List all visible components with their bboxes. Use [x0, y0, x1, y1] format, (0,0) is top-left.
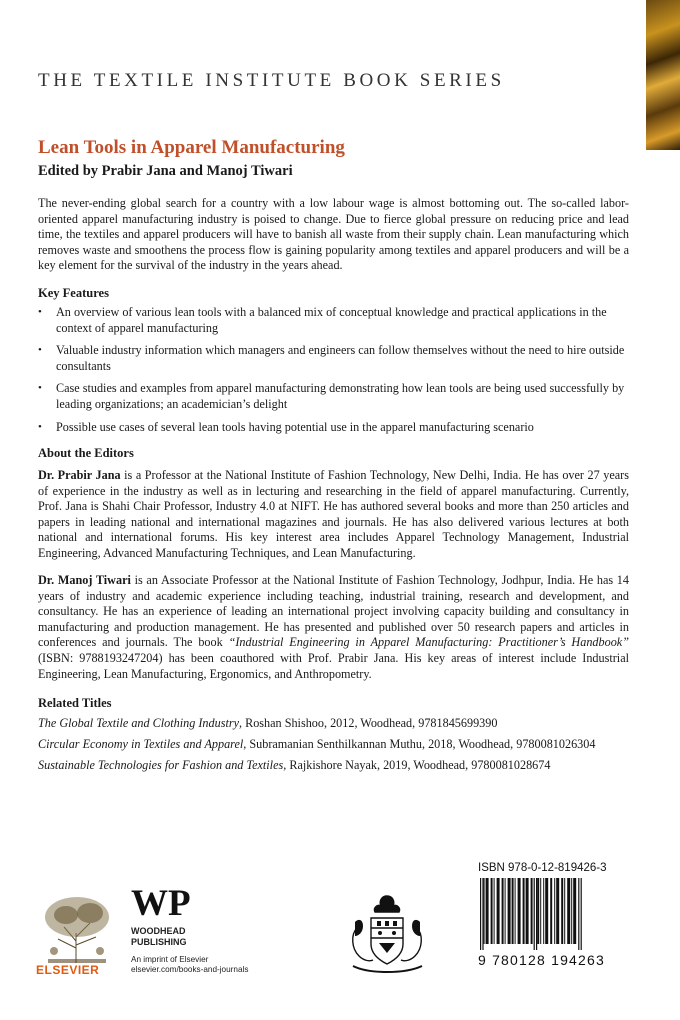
related-titles-list [38, 716, 638, 779]
book-series-header: THE TEXTILE INSTITUTE BOOK SERIES [38, 70, 505, 91]
barcode-digits: 9 780128 194263 [478, 952, 605, 968]
editor2-bio-text-b: (ISBN: 9788193247204) has been coauthored with Prof. Prabir Jana. His key areas of interest include Industrial Engineering, Lean Manufacturing, Ergonomics, and Anthropometry. [38, 650, 629, 681]
list-item: • Valuable industry information which managers and engineers can follow themselves without the need to hire outside consultants [38, 343, 629, 374]
editor2-book-title: “Industrial Engineering in Apparel Manufacturing: Practitioner’s Handbook” [228, 635, 629, 650]
related-title: Circular Economy in Textiles and Apparel [38, 737, 244, 751]
woodhead-publishing-name [131, 926, 187, 947]
list-item: • An overview of various lean tools with a balanced mix of conceptual knowledge and practical applications in the context of apparel manufacturing [38, 305, 629, 336]
editor2-name: Dr. Manoj Tiwari [38, 573, 131, 587]
related-details: , Subramanian Senthilkannan Muthu, 2018, Woodhead, 9780081026304 [243, 737, 596, 751]
about-editors-heading: About the Editors [38, 446, 134, 460]
editor2-bio [38, 573, 629, 682]
book-editors: Edited by Prabir Jana and Manoj Tiwari [38, 163, 293, 179]
isbn-label: ISBN 978-0-12-819426-3 [478, 862, 607, 874]
isbn-barcode [478, 878, 618, 950]
editor1-bio-text: is a Professor at the National Institute of Fashion Technology, New Delhi, India. He has over 27 years of experience in the industry as well as in lecturing and researching in the field of apparel manufacturing. Currently, Prof. Jana is Shahi Chair Professor, Industry 4.0 at NIFT. He has authored several books and more than 250 articles and papers in leading national and international magazines and journals. He has also delivered various lectures at both national and international forums. His key interest area includes Apparel Technology Management, Industrial Engineering, Advanced Manufacturing Techniques, and Lean Manufacturing. [38, 468, 629, 560]
related-title: Sustainable Technologies for Fashion and Textiles [38, 758, 284, 772]
key-features-list [38, 305, 629, 442]
editor1-bio [38, 468, 629, 562]
elsevier-wordmark: ELSEVIER [36, 963, 100, 977]
wp-line1: WOODHEAD [131, 926, 186, 936]
cover-photo-strip [646, 0, 680, 150]
wp-line2: PUBLISHING [131, 936, 187, 947]
list-item [38, 758, 638, 779]
woodhead-wp-logo: WP [131, 883, 191, 924]
list-item: • Case studies and examples from apparel manufacturing demonstrating how lean tools are being used successfully by leading organizations; an academician’s delight [38, 381, 629, 412]
imprint-line: An imprint of Elsevier [131, 955, 209, 964]
intro-paragraph: The never-ending global search for a country with a low labour wage is almost bottoming out. The so-called labor-oriented apparel manufacturing industry is poised to change. Due to fierce global pressure on reducing price and lead time, the textiles and apparel producers will have to banish all waste from their supply chain. Lean manufacturing which removes waste and smoothens the process flow is gaining popularity among textiles and apparel producers and will be a key element for the survival of the industry in the years ahead. [38, 196, 629, 273]
related-details: , Rajkishore Nayak, 2019, Woodhead, 9780081028674 [283, 758, 551, 772]
related-details: , Roshan Shishoo, 2012, Woodhead, 9781845699390 [238, 716, 498, 730]
woodhead-imprint-note [131, 955, 248, 975]
related-title: The Global Textile and Clothing Industry [38, 716, 239, 730]
related-titles-heading: Related Titles [38, 696, 112, 710]
key-features-heading: Key Features [38, 286, 109, 300]
book-title: Lean Tools in Apparel Manufacturing [38, 137, 345, 158]
list-item [38, 716, 638, 737]
imprint-url: elsevier.com/books-and-journals [131, 965, 249, 974]
list-item: • Possible use cases of several lean tools having potential use in the apparel manufacturing scenario [38, 420, 629, 436]
list-item [38, 737, 638, 758]
editor1-name: Dr. Prabir Jana [38, 468, 121, 482]
editor2-bio-text-a: is an Associate Professor at the National Institute of Fashion Technology, Jodhpur, India. He has 14 years of industry and academic experience including teaching, industrial training, research and development, and consultancy. He has an experience of leading an international project involving capacity building and consultancy in manufacturing and production management. He has presented and published over 50 research papers and articles in conferences and journals. The book [38, 573, 629, 650]
textile-institute-crest [345, 888, 430, 976]
